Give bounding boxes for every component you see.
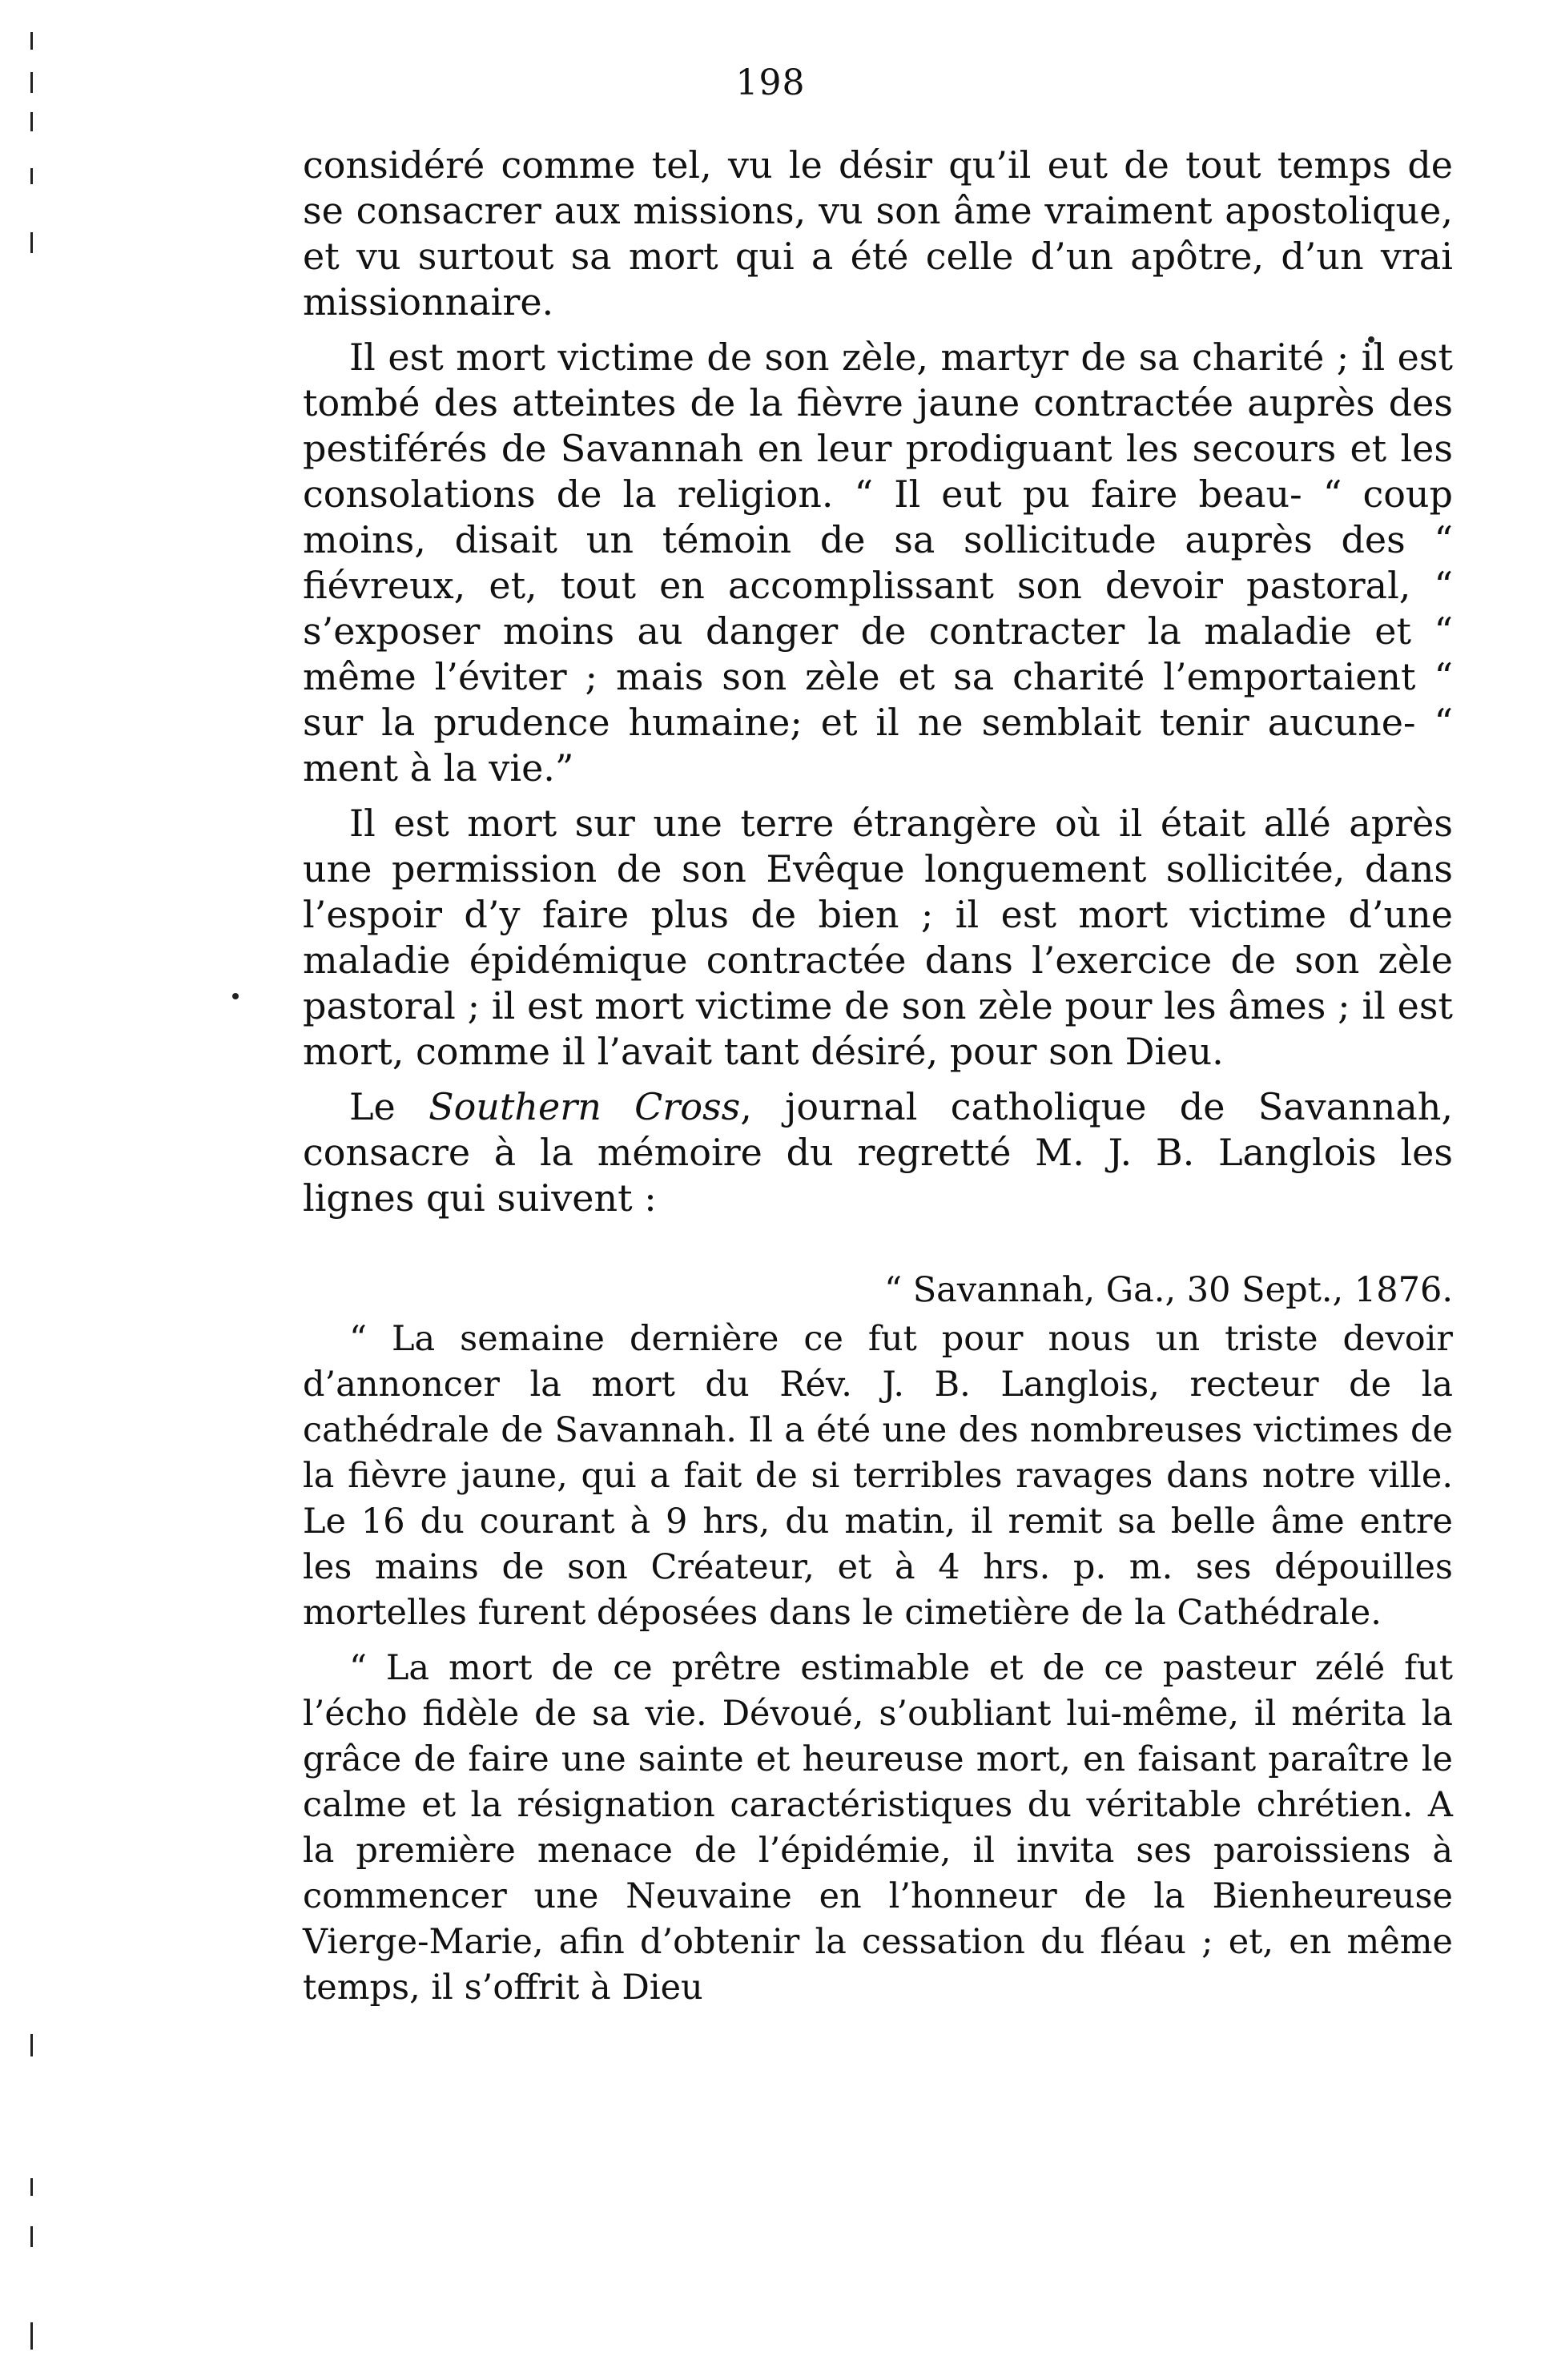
margin-tick (30, 168, 33, 184)
margin-tick (30, 32, 33, 50)
dateline: “ Savannah, Ga., 30 Sept., 1876. (884, 1270, 1453, 1310)
margin-tick (30, 2226, 33, 2247)
margin-tick (30, 2322, 33, 2350)
left-margin-marks (24, 0, 40, 2380)
quoted-paragraph: “ La mort de ce prêtre estimable et de ce pasteur zélé fut l’écho fidèle de sa vie. Dévoué, s’oubliant lui-même, il mérita la grâce de faire une sainte et heureuse mort, en faisant paraître le calme et la résignation caractéristiques du véritable chrétien. A la première menace de l’épidémie, il invita ses paroissiens à commencer une Neuvaine en l’honneur de la Bienheureuse Vierge-Marie, afin d’obtenir la cessation du fléau ; et, en même temps, il s’offrit à Dieu (303, 1648, 1453, 2008)
paragraph-text: , journal catholique de Savannah, consacre à la mémoire du regretté M. J. B. Langlois les lignes qui suivent : (303, 1085, 1453, 1220)
quoted-paragraph: “ La semaine dernière ce fut pour nous un triste devoir d’annoncer la mort du Rév. J. B. Langlois, recteur de la cathédrale de Savannah. Il a été une des nombreuses victimes de la fièvre jaune, qui a fait de si terribles ravages dans notre ville. Le 16 du courant à 9 hrs, du matin, il remit sa belle âme entre les mains de son Créateur, et à 4 hrs. p. m. ses dépouilles mortelles furent déposées dans le cimetière de la Cathédrale. (303, 1319, 1453, 1633)
margin-tick (30, 2178, 33, 2196)
paragraph: considéré comme tel, vu le désir qu’il eut de tout temps de se consacrer aux missions, vu son âme vraiment apostolique, et vu surtout sa mort qui a été celle d’un apôtre, d’un vrai missionnaire. (303, 143, 1453, 324)
paragraph: Il est mort victime de son zèle, martyr de sa charité ; il est tombé des atteintes de la fièvre jaune contractée auprès des pestiférés de Savannah en leur prodiguant les secours et les consolations de la religion. “ Il eut pu faire beau- “ coup moins, disait un témoin de sa sollicitude auprès des “ fiévreux, et, tout en accomplissant son devoir pastoral, “ s’exposer moins au danger de contracter la maladie et “ même l’éviter ; mais son zèle et sa charité l’emportaient “ sur la prudence humaine; et il ne semblait tenir aucune- “ ment à la vie.” (303, 336, 1453, 790)
newspaper-title: Southern Cross (429, 1085, 741, 1128)
page-number: 198 (735, 62, 806, 103)
paragraph: Il est mort sur une terre étrangère où il était allé après une permission de son Evêque longuement sollicitée, dans l’espoir d’y faire plus de bien ; il est mort victime d’une maladie épidémique contractée dans l’exercice de son zèle pastoral ; il est mort victime de son zèle pour les âmes ; il est mort, comme il l’avait tant désiré, pour son Dieu. (303, 802, 1453, 1073)
stray-ink-dot (232, 993, 239, 999)
paragraph (303, 1084, 1453, 1221)
page-body (303, 143, 1453, 2020)
margin-tick (30, 2034, 33, 2056)
margin-tick (30, 112, 33, 131)
paragraph-text: Le (349, 1085, 429, 1128)
margin-tick (30, 232, 33, 253)
